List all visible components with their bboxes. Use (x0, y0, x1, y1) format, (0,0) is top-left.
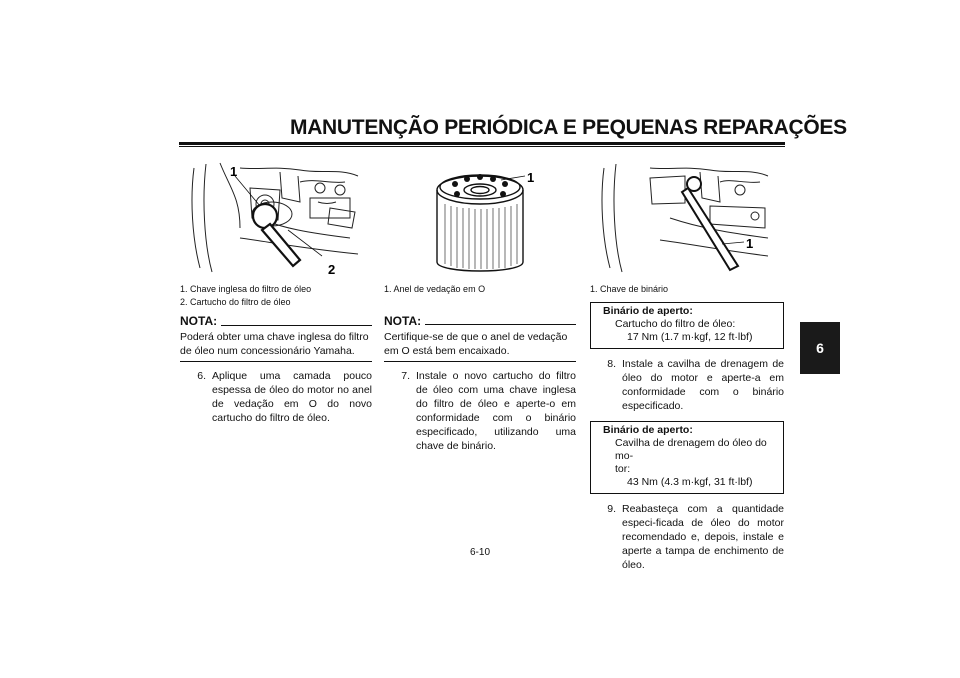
step-text: Aplique uma camada pouco espessa de óleo do motor no anel de vedação em O do novo cartucho do filtro de óleo. (212, 370, 372, 424)
step-number: 7. (401, 369, 410, 382)
oil-filter-wrench-illustration (180, 158, 370, 278)
caption-1: 1. Chave de binário (590, 284, 669, 294)
header-rule-thin (179, 146, 785, 147)
callout-2: 2 (328, 262, 336, 277)
torque-spec-box-2 (590, 421, 784, 494)
page-number: 6-10 (469, 547, 490, 558)
header-rule (179, 142, 785, 145)
step-number: 9. (607, 502, 616, 515)
callout-1: 1 (746, 236, 754, 251)
step-text: Instale o novo cartucho do filtro de óleo com uma chave inglesa do filtro de óleo e aperte-o em conformidade com o binário especificado, utilizando uma chave de binário. (416, 369, 576, 452)
column-3 (590, 283, 784, 572)
callout-1: 1 (230, 164, 238, 179)
torque-spec-box-1 (590, 302, 784, 349)
chapter-tab: 6 (800, 322, 840, 374)
caption-1: 1. Chave inglesa do filtro de óleo (180, 284, 312, 294)
note-text: Certifique-se de que o anel de vedação em O está bem encaixado. (384, 330, 576, 362)
step-9 (590, 502, 784, 572)
step-7 (384, 369, 576, 453)
step-number: 6. (197, 370, 206, 382)
torque-item-line-1: Cavilha de drenagem do óleo do mo- (615, 436, 767, 462)
note-heading (180, 314, 372, 328)
column-1 (180, 283, 372, 425)
column-2 (384, 283, 576, 453)
torque-heading: Binário de aperto: (603, 423, 693, 436)
torque-wrench-illustration (590, 158, 780, 278)
note-text: Poderá obter uma chave inglesa do filtro de óleo num concessionário Yamaha. (180, 330, 372, 362)
torque-heading: Binário de aperto: (603, 304, 693, 317)
note-heading-text: NOTA: (180, 314, 218, 328)
torque-item-line-2: tor: (615, 462, 631, 475)
page-title: MANUTENÇÃO PERIÓDICA E PEQUENAS REPARAÇÕES (290, 116, 847, 139)
callout-1: 1 (527, 170, 535, 185)
torque-value: 43 Nm (4.3 m·kgf, 31 ft·lbf) (627, 475, 753, 488)
caption-1: 1. Anel de vedação em O (384, 284, 486, 294)
torque-item: Cartucho do filtro de óleo: (615, 317, 736, 330)
step-6 (180, 369, 372, 425)
caption-2: 2. Cartucho do filtro de óleo (180, 296, 291, 307)
step-number: 8. (607, 357, 616, 370)
step-text: Instale a cavilha de drenagem de óleo do motor e aperte-a em conformidade com o binário especificado. (622, 357, 784, 412)
step-8 (590, 357, 784, 413)
note-heading-text: NOTA: (384, 313, 422, 328)
torque-value: 17 Nm (1.7 m·kgf, 12 ft·lbf) (627, 330, 753, 343)
note-heading (384, 314, 576, 328)
oil-filter-cartridge-illustration (415, 160, 545, 280)
step-text: Reabasteça com a quantidade especi-ficada de óleo do motor recomendado e, depois, instale e aperte a tampa de enchimento de óleo. (622, 502, 784, 571)
